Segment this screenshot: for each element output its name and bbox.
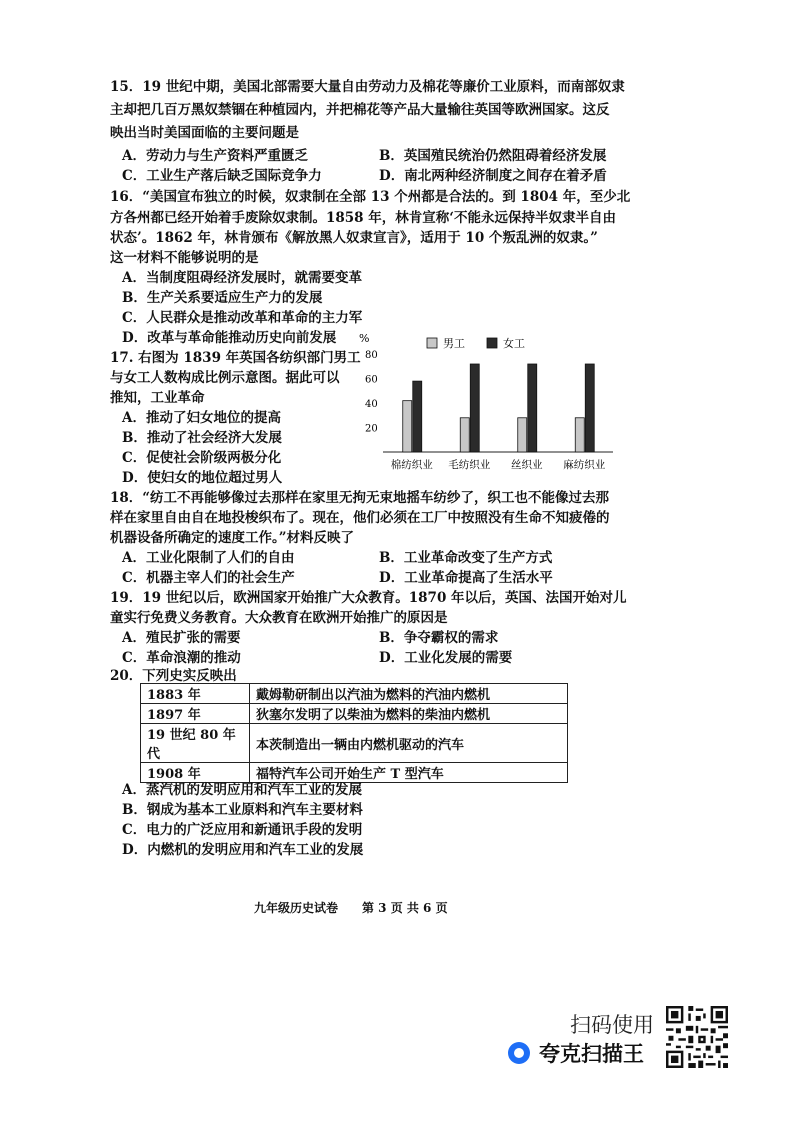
scan-to-use-label: 扫码使用 xyxy=(570,1013,654,1037)
bar-male xyxy=(403,401,412,452)
x-tick-label: 麻纺织业 xyxy=(563,459,606,471)
q15-option-a: A．劳动力与生产资料严重匮乏 xyxy=(122,148,308,164)
q15-option-c: C．工业生产落后缺乏国际竞争力 xyxy=(122,168,322,184)
q20-option-c: C．电力的广泛应用和新通讯手段的发明 xyxy=(122,822,363,838)
q16-stem-line-2: 方各州都已经开始着手废除奴隶制。1858 年，林肯宣称‘不能永远保持半奴隶半自由 xyxy=(110,210,616,226)
q18-stem-line-3: 机器设备所确定的速度工作。”材料反映了 xyxy=(110,530,355,546)
brand-logo-icon xyxy=(508,1042,530,1064)
q16-option-d: D．改革与革命能推动历史向前发展 xyxy=(122,330,337,346)
q17-stem-line-3: 推知，工业革命 xyxy=(110,390,205,406)
table-cell-year: 1908 年 xyxy=(141,763,250,783)
q18-option-a: A．工业化限制了人们的自由 xyxy=(122,550,295,566)
y-tick-label: 80 xyxy=(365,350,378,362)
scanner-brand-logo xyxy=(508,1037,644,1069)
bar-male xyxy=(460,418,469,452)
table-cell-year: 19 世纪 80 年代 xyxy=(141,724,250,763)
q19-option-c: C．革命浪潮的推动 xyxy=(122,650,241,666)
brand-name: 夸克扫描王 xyxy=(539,1042,644,1066)
textile-workers-bar-chart xyxy=(355,330,625,480)
q17-option-b: B．推动了社会经济大发展 xyxy=(122,430,282,446)
q15-stem-line-2: 主却把几百万黑奴禁锢在种植园内，并把棉花等产品大量输往英国等欧洲国家。这反 xyxy=(110,102,610,118)
page-footer: 九年级历史试卷 第 3 页 共 6 页 xyxy=(254,901,448,915)
legend-swatch xyxy=(427,338,437,348)
legend-label: 男工 xyxy=(443,337,465,350)
q18-option-d: D．工业革命提高了生活水平 xyxy=(379,570,553,586)
q20-option-d: D．内燃机的发明应用和汽车工业的发展 xyxy=(122,842,364,858)
qr-code-icon[interactable] xyxy=(666,1006,728,1068)
q17-option-d: D．使妇女的地位超过男人 xyxy=(122,470,283,486)
x-tick-label: 丝织业 xyxy=(511,459,543,471)
q15-stem-line-1: 15．19 世纪中期，美国北部需要大量自由劳动力及棉花等廉价工业原料，而南部奴隶 xyxy=(110,79,625,95)
q20-option-b: B．钢成为基本工业原料和汽车主要材料 xyxy=(122,802,363,818)
bar-male xyxy=(518,418,527,452)
table-cell-event: 戴姆勒研制出以汽油为燃料的汽油内燃机 xyxy=(250,684,568,704)
x-tick-label: 毛纺织业 xyxy=(448,459,491,471)
q15-stem-line-3: 映出当时美国面临的主要问题是 xyxy=(110,125,299,141)
q16-option-b: B．生产关系要适应生产力的发展 xyxy=(122,290,323,306)
q19-option-d: D．工业化发展的需要 xyxy=(379,650,513,666)
table-cell-event: 福特汽车公司开始生产 T 型汽车 xyxy=(250,763,568,783)
table-row xyxy=(141,684,568,704)
table-cell-year: 1897 年 xyxy=(141,704,250,724)
q17-stem-line-1: 17. 右图为 1839 年英国各纺织部门男工 xyxy=(110,350,361,366)
table-row xyxy=(141,704,568,724)
q18-option-c: C．机器主宰人们的社会生产 xyxy=(122,570,295,586)
y-axis-unit-label: % xyxy=(359,332,370,345)
q20-option-a: A．蒸汽机的发明应用和汽车工业的发展 xyxy=(122,782,362,798)
table-cell-event: 狄塞尔发明了以柴油为燃料的柴油内燃机 xyxy=(250,704,568,724)
bar-female xyxy=(585,364,594,452)
y-tick-label: 20 xyxy=(365,423,378,435)
q17-option-c: C．促使社会阶级两极分化 xyxy=(122,450,282,466)
bar-male xyxy=(575,418,584,452)
q19-option-b: B．争夺霸权的需求 xyxy=(379,630,499,646)
bar-female xyxy=(528,364,537,452)
q19-option-a: A．殖民扩张的需要 xyxy=(122,630,241,646)
q18-option-b: B．工业革命改变了生产方式 xyxy=(379,550,553,566)
q18-stem-line-1: 18．“纺工不再能够像过去那样在家里无拘无束地摇车纺纱了，织工也不能像过去那 xyxy=(110,490,610,506)
q19-stem-line-1: 19．19 世纪以后，欧洲国家开始推广大众教育。1870 年以后，英国、法国开始对儿 xyxy=(110,590,627,606)
table-row xyxy=(141,724,568,763)
q16-option-c: C．人民群众是推动改革和革命的主力军 xyxy=(122,310,363,326)
q17-option-a: A．推动了妇女地位的提高 xyxy=(122,410,281,426)
q17-stem-line-2: 与女工人数构成比例示意图。据此可以 xyxy=(110,370,340,386)
bar-female xyxy=(413,381,422,452)
q18-stem-line-2: 样在家里自由自在地投梭织布了。现在，他们必须在工厂中按照没有生命不知疲倦的 xyxy=(110,510,610,526)
y-tick-label: 60 xyxy=(365,374,378,386)
q16-stem-line-3: 状态’。1862 年，林肯颁布《解放黑人奴隶宣言》，适用于 10 个叛乱洲的奴隶。” xyxy=(110,230,598,246)
q16-stem-line-1: 16．“美国宣布独立的时候，奴隶制在全部 13 个州都是合法的。到 1804 年，至少北 xyxy=(110,189,631,205)
x-tick-label: 棉纺织业 xyxy=(390,459,433,471)
legend-swatch xyxy=(487,338,497,348)
legend-label: 女工 xyxy=(503,337,525,350)
q16-option-a: A．当制度阻碍经济发展时，就需要变革 xyxy=(122,270,362,286)
q16-stem-line-4: 这一材料不能够说明的是 xyxy=(110,250,259,266)
bar-female xyxy=(470,364,479,452)
q20-history-table xyxy=(140,683,568,783)
q19-stem-line-2: 童实行免费义务教育。大众教育在欧洲开始推广的原因是 xyxy=(110,610,448,626)
q15-option-b: B．英国殖民统治仍然阻碍着经济发展 xyxy=(379,148,607,164)
q20-stem: 20．下列史实反映出 xyxy=(110,668,237,684)
y-tick-label: 40 xyxy=(365,399,378,411)
table-cell-event: 本茨制造出一辆由内燃机驱动的汽车 xyxy=(250,724,568,763)
table-cell-year: 1883 年 xyxy=(141,684,250,704)
q15-option-d: D．南北两种经济制度之间存在着矛盾 xyxy=(379,168,607,184)
